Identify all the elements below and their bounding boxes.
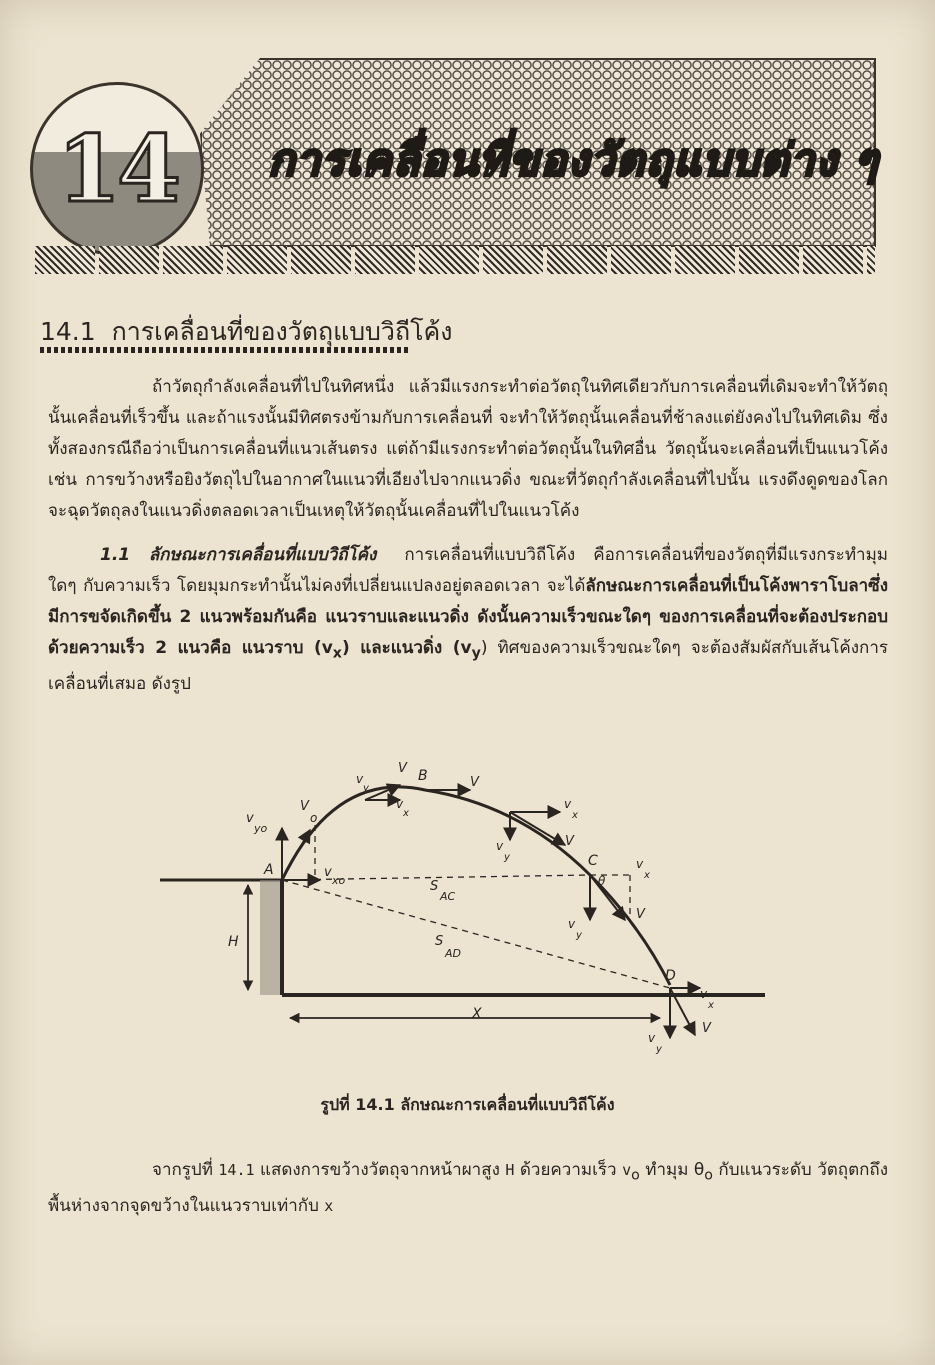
label-V-C: V <box>636 907 645 922</box>
label-vy-descend-sub: y <box>504 852 510 863</box>
subsection-heading: 1.1 ลักษณะการเคลื่อนที่แบบวิถีโค้ง <box>100 545 377 565</box>
p3-sub-o2: o <box>704 1167 713 1184</box>
closing-paragraph <box>48 1155 888 1222</box>
label-C: C <box>588 853 598 869</box>
label-o: o <box>310 811 318 825</box>
p3-text-e: กับแนวระดับ วัตถุตกถึงพื้นห่างจากจุดขว้างในแนวราบเท่ากับ <box>48 1160 888 1217</box>
label-vy-peak: v <box>356 772 364 786</box>
label-V-D: V <box>702 1021 711 1036</box>
label-vy0: v <box>246 811 254 826</box>
label-vx-C-sub: x <box>644 870 650 881</box>
label-sub-xo: xo <box>332 874 346 887</box>
label-vx0: v <box>324 865 332 880</box>
label-vx-C: v <box>636 857 644 871</box>
label-vx-D-sub: x <box>708 1000 714 1011</box>
subsection-text-bold2: ) และแนวดิ่ง (v <box>341 638 472 658</box>
label-vy-C-sub: y <box>576 930 582 941</box>
displacement-lines <box>282 825 670 988</box>
p3-H: H <box>505 1161 515 1179</box>
header-stripe-divider <box>35 246 875 274</box>
label-vx-descend: v <box>564 797 572 811</box>
p3-text-b: แสดงการขว้างวัตถุจากหน้าผาสูง <box>254 1160 506 1180</box>
p3-theta0: θ <box>693 1160 705 1180</box>
subscript-y: y <box>471 645 481 662</box>
label-X: X <box>472 1006 482 1022</box>
subscript-x: x <box>332 645 342 662</box>
label-V-descend: V <box>565 834 574 849</box>
p3-sub-o: o <box>631 1167 640 1184</box>
p3-v0: v <box>622 1161 632 1179</box>
section-title: การเคลื่อนที่ของวัตถุแบบวิถีโค้ง <box>111 317 453 346</box>
label-vy-D: v <box>648 1031 656 1045</box>
subsection-paragraph <box>48 540 888 700</box>
label-vy-descend: v <box>496 839 504 853</box>
p3-text-d: ทำมุม <box>639 1160 694 1180</box>
label-theta: θ <box>598 874 606 888</box>
subsection-text-bold: ลักษณะการเคลื่อนที่เป็นโค้งพาราโบลาซึ่งมีการขจัดเกิดขึ้น 2 แนวพร้อมกันคือ แนวราบและแนวดิ่ง ดังนั้นความเร็วขณะใดๆ ของการเคลื่อนที่จะต้องประกอบด้วยความเร็ว 2 แนวคือ แนวราบ (v <box>48 576 888 658</box>
label-vy-peak-sub: y <box>363 783 369 794</box>
label-vx-peak-sub: x <box>403 808 409 819</box>
label-sub-AD: AD <box>445 947 461 960</box>
label-vx-descend-sub: x <box>572 810 578 821</box>
section-underline <box>40 347 410 353</box>
figure-caption: รูปที่ 14.1 ลักษณะการเคลื่อนที่แบบวิถีโค้ง <box>320 1095 615 1114</box>
intro-paragraph: ถ้าวัตถุกำลังเคลื่อนที่ไปในทิศหนึ่ง แล้วมีแรงกระทำต่อวัตถุในทิศเดียวกับการเคลื่อนที่เดิมจะทำให้วัตถุนั้นเคลื่อนที่เร็วขึ้น และถ้าแรงนั้นมีทิศตรงข้ามกับการเคลื่อนที่ จะทำให้วัตถุนั้นเคลื่อนที่ช้าลงแต่ยังคงไปในทิศเดิม ซึ่งทั้งสองกรณีถือว่าเป็นการเคลื่อนที่แนวเส้นตรง แต่ถ้ามีแรงกระทำต่อวัตถุนั้นในทิศอื่น วัตถุนั้นจะเคลื่อนที่เป็นแนวโค้ง เช่น การขว้างหรือยิงวัตถุไปในอากาศในแนวที่เอียงไปจากแนวดิ่ง ขณะที่วัตถุกำลังเคลื่อนที่ไปนั้น แรงดึงดูดของโลกจะฉุดวัตถุลงในแนวดิ่งตลอดเวลาเป็นเหตุให้วัตถุนั้นเคลื่อนที่ไปในแนวโค้ง <box>48 377 888 521</box>
label-vy-C: v <box>568 917 576 931</box>
label-D: D <box>665 968 676 984</box>
p3-text-a: จากรูปที่ <box>152 1160 219 1180</box>
subsection-text-c: ) ทิศของความเร็วขณะใดๆ จะต้องสัมผัสกับเส้นโค้งการเคลื่อนที่เสมอ ดังรูป <box>48 638 888 695</box>
label-A: A <box>264 862 274 878</box>
chapter-number: 14 <box>56 115 178 223</box>
section-heading <box>40 312 452 352</box>
label-S-AC: S <box>430 879 439 894</box>
projectile-motion-diagram <box>160 750 780 1060</box>
p3-text-c: ด้วยความเร็ว <box>514 1160 623 1180</box>
label-sub-yo: yo <box>254 822 268 835</box>
label-sub-AC: AC <box>440 890 456 903</box>
chapter-number-badge <box>30 82 204 256</box>
p3-x: x <box>324 1197 334 1216</box>
label-vy-D-sub: y <box>656 1044 662 1055</box>
label-S-AD: S <box>435 934 444 949</box>
label-V-launch: V <box>300 799 309 814</box>
p3-fig-ref: 14.1 <box>218 1161 255 1179</box>
label-vx-D: v <box>700 987 708 1001</box>
label-vx-peak: v <box>396 797 404 811</box>
label-H: H <box>228 934 239 950</box>
label-V-top: V <box>398 761 407 776</box>
subsection-text-a: การเคลื่อนที่แบบวิถีโค้ง คือการเคลื่อนที่ของวัตถุที่มีแรงกระทำมุมใดๆ กับความเร็ว โดยมุมกระทำนั้นไม่คงที่เปลี่ยนแปลงอยู่ตลอดเวลา จะได้ <box>48 545 888 596</box>
label-V-peak: V <box>470 775 479 790</box>
chapter-title: การเคลื่อนที่ของวัตถุแบบต่าง ๆ <box>268 135 879 186</box>
section-number: 14.1 <box>40 317 96 346</box>
label-B: B <box>418 768 428 784</box>
